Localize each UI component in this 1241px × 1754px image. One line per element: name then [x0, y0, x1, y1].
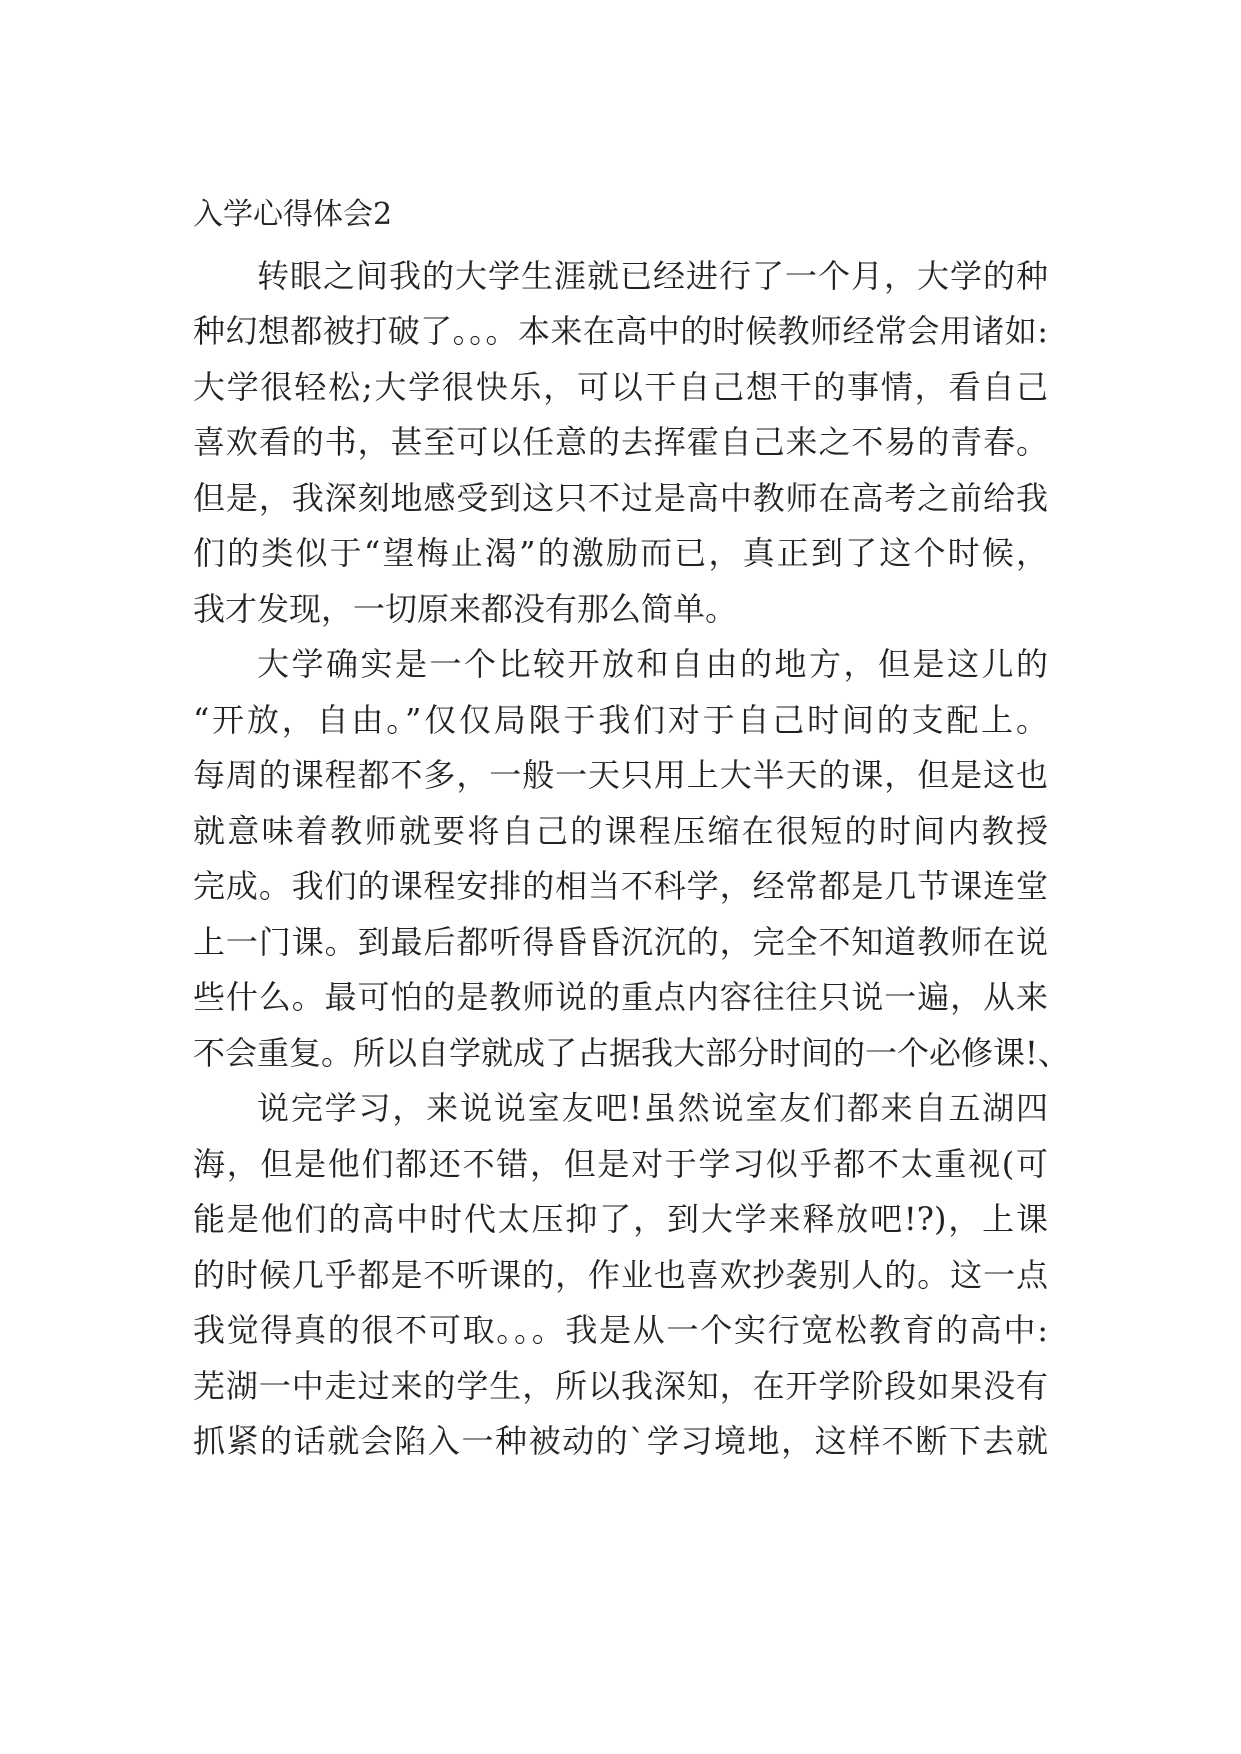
paragraph-1-line-4: 喜欢看的书，甚至可以任意的去挥霍自己来之不易的青春。: [193, 423, 1048, 461]
paragraph-1-line-5: 但是，我深刻地感受到这只不过是高中教师在高考之前给我: [193, 479, 1048, 517]
paragraph-1-line-3: 大学很轻松;大学很快乐，可以干自己想干的事情，看自己: [193, 368, 1048, 406]
paragraph-3-line-5: 我觉得真的很不可取。。。我是从一个实行宽松教育的高中:: [193, 1311, 1048, 1349]
paragraph-3-line-4: 的时候几乎都是不听课的，作业也喜欢抄袭别人的。这一点: [193, 1256, 1048, 1294]
document-title: 入学心得体会2: [193, 197, 393, 232]
paragraph-2-line-2: “开放，自由。”仅仅局限于我们对于自己时间的支配上。: [193, 701, 1048, 739]
paragraph-3-line-3: 能是他们的高中时代太压抑了，到大学来释放吧!?)，上课: [193, 1200, 1048, 1238]
paragraph-1-line-1: 转眼之间我的大学生涯就已经进行了一个月，大学的种: [257, 257, 1048, 295]
paragraph-2-line-5: 完成。我们的课程安排的相当不科学，经常都是几节课连堂: [193, 867, 1048, 905]
paragraph-3-line-1: 说完学习，来说说室友吧!虽然说室友们都来自五湖四: [257, 1089, 1048, 1127]
paragraph-3-line-2: 海，但是他们都还不错，但是对于学习似乎都不太重视(可: [193, 1145, 1048, 1183]
paragraph-2-line-6: 上一门课。到最后都听得昏昏沉沉的，完全不知道教师在说: [193, 923, 1048, 961]
paragraph-2-line-8: 不会重复。所以自学就成了占据我大部分时间的一个必修课!、: [193, 1034, 1070, 1072]
paragraph-2-line-7: 些什么。最可怕的是教师说的重点内容往往只说一遍，从来: [193, 978, 1048, 1016]
paragraph-2-line-1: 大学确实是一个比较开放和自由的地方，但是这儿的: [257, 645, 1048, 683]
paragraph-3-line-7: 抓紧的话就会陷入一种被动的`学习境地，这样不断下去就: [193, 1422, 1048, 1460]
paragraph-1-line-2: 种幻想都被打破了。。。本来在高中的时候教师经常会用诸如:: [193, 312, 1048, 350]
paragraph-3-line-6: 芜湖一中走过来的学生，所以我深知，在开学阶段如果没有: [193, 1367, 1048, 1405]
paragraph-1-line-7: 我才发现，一切原来都没有那么简单。: [193, 590, 738, 628]
paragraph-2-line-3: 每周的课程都不多，一般一天只用上大半天的课，但是这也: [193, 756, 1048, 794]
paragraph-2-line-4: 就意味着教师就要将自己的课程压缩在很短的时间内教授: [193, 812, 1048, 850]
paragraph-1-line-6: 们的类似于“望梅止渴”的激励而已，真正到了这个时候，: [193, 534, 1048, 572]
